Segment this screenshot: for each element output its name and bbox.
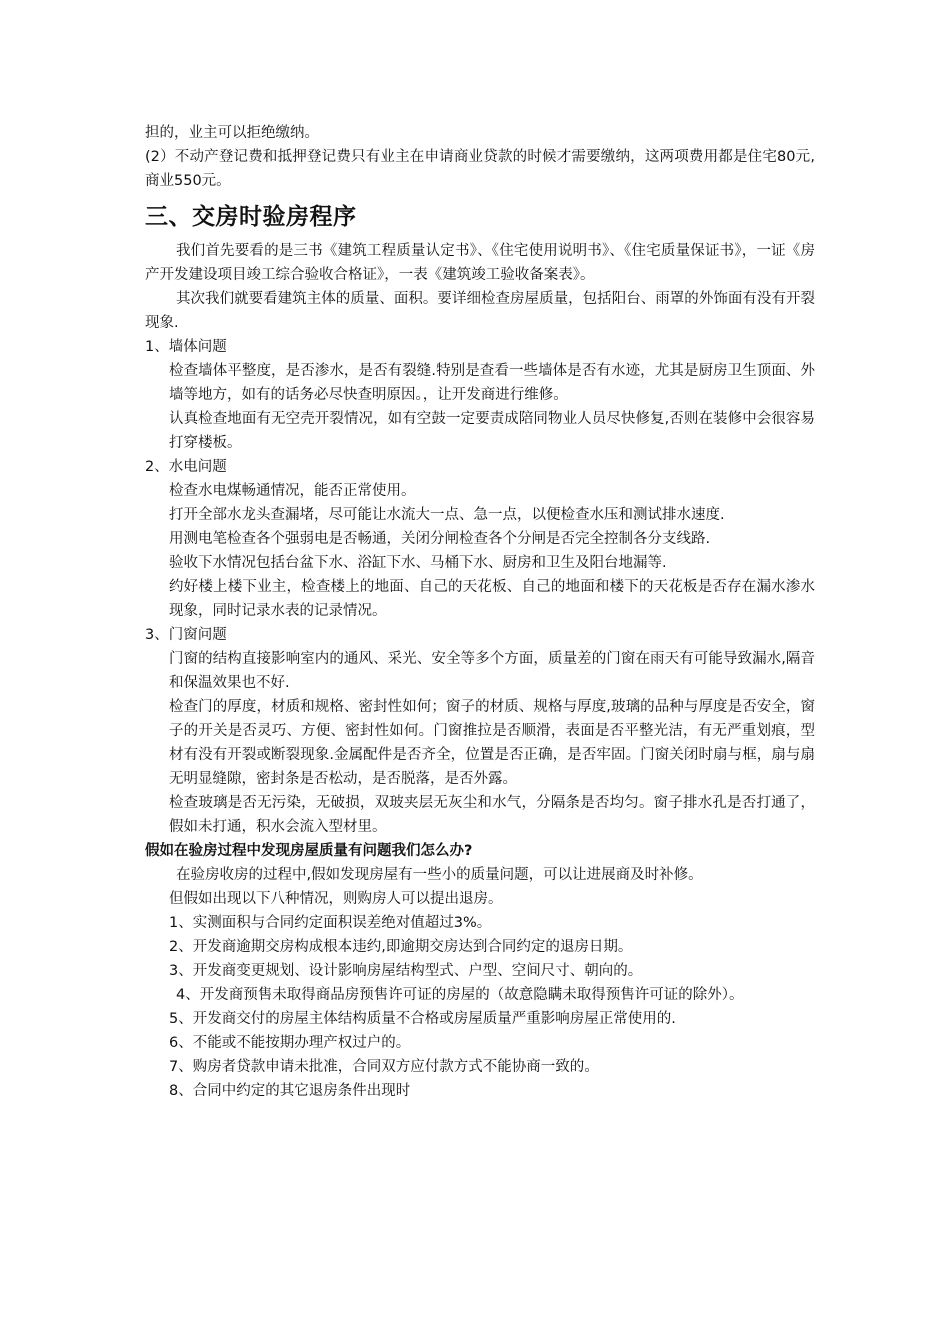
problems-heading: 假如在验房过程中发现房屋质量有问题我们怎么办? — [145, 843, 473, 859]
window-paragraph-3: 检查玻璃是否无污染，无破损，双玻夹层无灰尘和水气，分隔条是否均匀。窗子排水孔是否打通了，假如未打通，积水会流入型材里。 — [169, 795, 815, 835]
water-paragraph-5: 约好楼上楼下业主，检查楼上的地面、自己的天花板、自己的地面和楼下的天花板是否存在漏水渗水现象，同时记录水表的记录情况。 — [169, 579, 815, 619]
list-item: 7、购房者贷款申请未批准，合同双方应付款方式不能协商一致的。 — [169, 1059, 599, 1075]
window-paragraph-1: 门窗的结构直接影响室内的通风、采光、安全等多个方面，质量差的门窗在雨天有可能导致漏水,隔音和保温效果也不好. — [169, 651, 815, 691]
list-item: 1、实测面积与合同约定面积误差绝对值超过3%。 — [169, 915, 492, 931]
list-item: 5、开发商交付的房屋主体结构质量不合格或房屋质量严重影响房屋正常使用的. — [169, 1011, 676, 1027]
list-item: 2、开发商逾期交房构成根本违约,即逾期交房达到合同约定的退房日期。 — [169, 939, 633, 955]
water-paragraph-3: 用测电笔检查各个强弱电是否畅通，关闭分闸检查各个分闸是否完全控制各分支线路. — [169, 531, 711, 547]
fee-paragraph: (2）不动产登记费和抵押登记费只有业主在申请商业贷款的时候才需要缴纳，这两项费用都是住宅80元,商业550元。 — [145, 149, 815, 189]
water-heading: 2、水电问题 — [145, 459, 227, 475]
wall-paragraph-1: 检查墙体平整度，是否渗水，是否有裂缝.特别是查看一些墙体是否有水迹，尤其是厨房卫生顶面、外墙等地方，如有的话务必尽快查明原因。，让开发商进行维修。 — [169, 363, 815, 403]
water-paragraph-1: 检查水电煤畅通情况，能否正常使用。 — [169, 483, 416, 499]
section-title: 三、交房时验房程序 — [145, 204, 357, 230]
water-paragraph-2: 打开全部水龙头查漏堵，尽可能让水流大一点、急一点，以便检查水压和测试排水速度. — [169, 507, 725, 523]
wall-heading: 1、墙体问题 — [145, 339, 227, 355]
problems-paragraph-1: 在验房收房的过程中,假如发现房屋有一些小的质量问题，可以让进展商及时补修。 — [176, 867, 703, 883]
list-item: 8、合同中约定的其它退房条件出现时 — [169, 1083, 411, 1099]
document-page — [145, 121, 815, 1103]
window-heading: 3、门窗问题 — [145, 627, 227, 643]
list-item: 4、开发商预售未取得商品房预售许可证的房屋的（故意隐瞒未取得预售许可证的除外）。 — [176, 987, 744, 1003]
intro-line: 担的，业主可以拒绝缴纳。 — [145, 125, 319, 141]
wall-paragraph-2: 认真检查地面有无空壳开裂情况，如有空鼓一定要责成陪同物业人员尽快修复,否则在装修中会很容易打穿楼板。 — [169, 411, 815, 451]
quality-paragraph: 其次我们就要看建筑主体的质量、面积。要详细检查房屋质量，包括阳台、雨罩的外饰面有没有开裂现象. — [145, 291, 815, 331]
list-item: 3、开发商变更规划、设计影响房屋结构型式、户型、空间尺寸、朝向的。 — [169, 963, 643, 979]
water-paragraph-4: 验收下水情况包括台盆下水、浴缸下水、马桶下水、厨房和卫生及阳台地漏等. — [169, 555, 667, 571]
documents-paragraph: 我们首先要看的是三书《建筑工程质量认定书》、《住宅使用说明书》、《住宅质量保证书》，一证《房产开发建设项目竣工综合验收合格证》，一表《建筑竣工验收备案表》。 — [145, 243, 815, 283]
problems-paragraph-2: 但假如出现以下八种情况，则购房人可以提出退房。 — [169, 891, 503, 907]
window-paragraph-2: 检查门的厚度，材质和规格、密封性如何；窗子的材质、规格与厚度,玻璃的品种与厚度是否安全，窗子的开关是否灵巧、方便、密封性如何。门窗推拉是否顺滑，表面是否平整光洁，有无严重划痕，型材有没有开裂或断裂现象.金属配件是否齐全，位置是否正确，是否牢固。门窗关闭时扇与框，扇与扇无明显缝隙，密封条是否松动，是否脱落，是否外露。 — [169, 699, 815, 787]
list-item: 6、不能或不能按期办理产权过户的。 — [169, 1035, 411, 1051]
